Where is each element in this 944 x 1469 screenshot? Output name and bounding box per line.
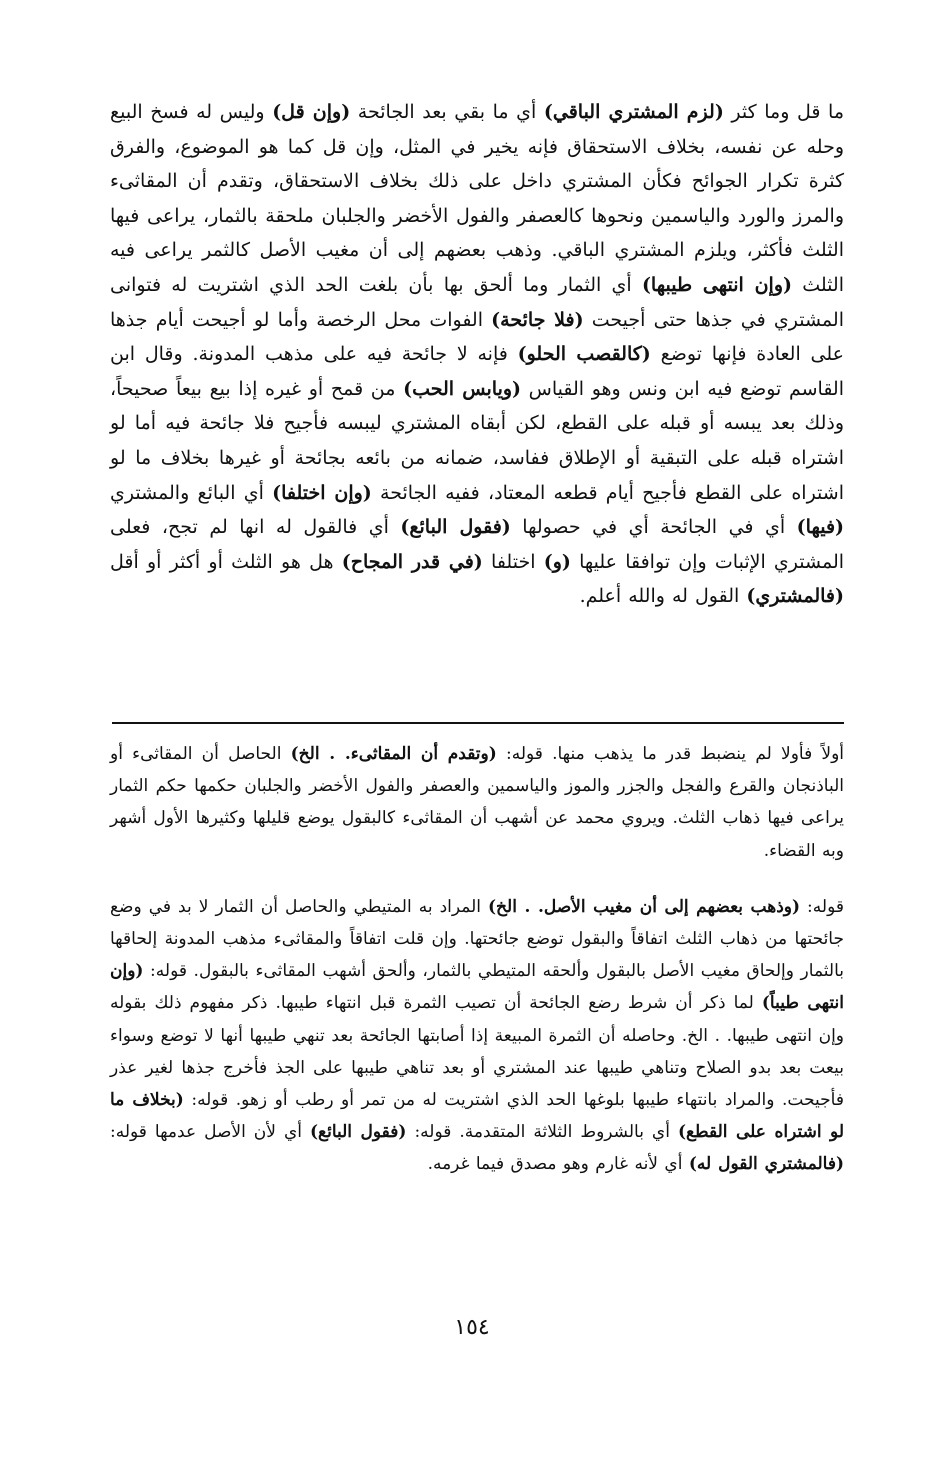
text-run: أي البائع والمشتري [110, 481, 273, 504]
text-run: أي ما بقي بعد الجائحة [350, 101, 544, 123]
page-number: ١٥٤ [454, 1315, 490, 1340]
text-run: أي بالشروط الثلاثة المتقدمة. قوله: [406, 1122, 678, 1143]
text-run: من قمح أو غيره إذا بيع بيعاً صحيحاً، وذلك بعد يبسه أو قبله على القطع، لكن أبقاه المشتري ليبسه فأجيح فلا جائحة فيه أما لو اشتراه قبله على التبقية أو الإطلاق ففاسد، ضمانه من بائعه بجائحة أو غيرها بخلاف ما لو اشتراه على القطع فأجيح أيام قطعه المعتاد، ففيه الجائحة [110, 377, 844, 504]
footnote-divider [112, 722, 844, 724]
text-run: ما قل وما كثر [723, 101, 844, 123]
bold-phrase: (وتقدم أن المقاثىء. . الخ) [290, 744, 497, 764]
footnote-paragraph [110, 891, 844, 1181]
bold-phrase: (فقول البائع) [400, 516, 511, 539]
bold-phrase: (لزم المشتري الباقي) [543, 101, 724, 123]
bold-phrase: (وإن اختلفا) [272, 481, 372, 504]
text-run: اختلفا [482, 550, 544, 573]
bold-phrase: (فالمشتري القول له) [688, 1154, 844, 1175]
footnotes-block [110, 738, 844, 1181]
bold-phrase: (كالقصب الحلو) [517, 343, 651, 366]
text-run: القول له والله أعلم. [579, 585, 747, 608]
main-paragraph [110, 95, 844, 614]
text-run: أي لأن الأصل عدمها قوله: [110, 1122, 310, 1143]
bold-phrase: (بخلاف ما لو اشتراه على القطع) [110, 1090, 845, 1143]
text-run: أولاً فأولا لم ينضبط قدر ما يذهب منها. قوله: [496, 744, 845, 764]
bold-phrase: (في قدر المجاح) [341, 550, 483, 573]
bold-phrase: (و) [543, 550, 571, 573]
bold-phrase: (فيها) [796, 516, 845, 539]
text-run: فإنه لا جائحة فيه على مذهب المدونة. وقال ابن القاسم توضع فيه ابن ونس وهو القياس [110, 343, 844, 400]
text-run: هل هو الثلث أو أكثر أو أقل [110, 550, 342, 573]
text-run: أي لأنه غارم وهو مصدق فيما غرمه. [427, 1154, 689, 1175]
text-run: أي الثمار وما ألحق بها بأن بلغت الحد الذي اشتريت له فتوانى المشتري في جذها حتى أجيحت [110, 273, 844, 331]
bold-phrase: (وإن قل) [272, 101, 351, 123]
bold-phrase: (وإن انتهى طيباً) [110, 961, 844, 1014]
text-run: المراد به المتيطي والحاصل أن الثمار لا بد في وضع جائحتها من ذهاب الثلث اتفاقاً والبقول توضع جائحتها. وإن قلت اتفاقاً والمقاثىء مذهب المدونة إلحاقها بالثمار وإلحاق مغيب الأصل بالبقول وألحقه المتيطي بالثمار، وألحق أشهب المقاثىء بالبقول. قوله: [110, 896, 844, 982]
bold-phrase: (فقول البائع) [310, 1122, 407, 1143]
text-run: أي فالقول له انها لم تجح، فعلى المشتري الإثبات وإن توافقا عليها [110, 516, 845, 573]
text-run: قوله: [800, 896, 844, 917]
footnote-paragraph [110, 738, 844, 867]
text-run: لما ذكر أن شرط رضع الجائحة أن تصيب الثمرة قبل انتهاء طيبها. ذكر مفهوم ذلك بقوله وإن انتهى طيبها. . الخ. وحاصله أن الثمرة المبيعة إذا أصابتها الجائحة بعد تنهي طيبها أنها لا توضع وسواء بيعت بعد بدو الصلاح وتناهي طيبها عند المشتري أو بعد تناهي طيبها على الجذ فأخرج جذها لغير عذر فأجيحت. والمراد بانتهاء طيبها بلوغها الحد الذي اشتريت له من تمر أو رطب أو زهو. قوله: [110, 993, 844, 1111]
bold-phrase: (ويابس الحب) [403, 377, 522, 400]
main-text-block [110, 95, 844, 614]
text-run: الفوات محل الرخصة وأما لو أجيحت أيام جذها على العادة فإنها توضع [110, 308, 844, 366]
bold-phrase: (وإن انتهى طيبها) [641, 273, 792, 296]
text-run: أي في الجائحة أي في حصولها [510, 516, 797, 539]
bold-phrase: (وذهب بعضهم إلى أن مغيب الأصل. . الخ) [488, 896, 801, 917]
bold-phrase: (فالمشتري) [746, 585, 844, 608]
bold-phrase: (فلا جائحة) [491, 308, 584, 331]
text-run: وليس له فسخ البيع وحله عن نفسه، بخلاف الاستحقاق فإنه يخير في المثل، وإن قل كما هو الموضوع، والفرق كثرة تكرار الجوائح فكأن المشتري داخل على ذلك بخلاف الاستحقاق، وتقدم أن المقاثىء والمرز والورد والياسمين ونحوها كالعصفر والفول الأخضر والجلبان ملحقة بالثمار، يراعى فيها الثلث فأكثر، ويلزم المشتري الباقي. وذهب بعضهم إلى أن مغيب الأصل كالثمر يراعى فيه الثلث [110, 101, 844, 296]
text-run: الحاصل أن المقاثىء أو الباذنجان والقرع والفجل والجزر والموز والياسمين والعصفر والفول الأخضر والجلبان حكمها حكم الثمار يراعى فيها ذهاب الثلث. ويروي محمد عن أشهب أن المقاثىء كالبقول يوضع قليلها وكثيرها الأول أشهر وبه القضاء. [110, 744, 844, 861]
